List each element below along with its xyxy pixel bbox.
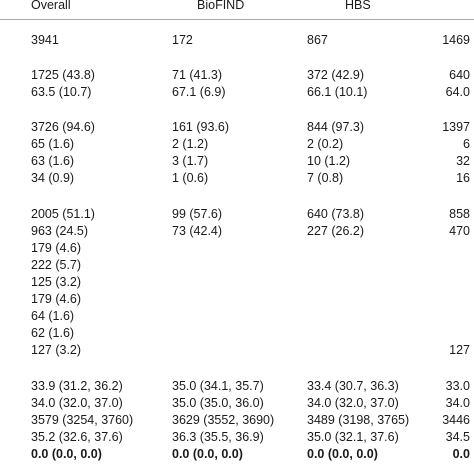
table-cell: 63 (1.6) xyxy=(31,154,75,168)
table-cell: 3726 (94.6) xyxy=(31,120,95,134)
table-row xyxy=(0,240,474,256)
table-cell: 858 xyxy=(449,207,470,221)
table-row xyxy=(0,67,474,83)
table-cell: 1397 xyxy=(442,120,470,134)
table-row xyxy=(0,153,474,169)
table-cell: 372 (42.9) xyxy=(307,68,364,82)
table-cell: 34 (0.9) xyxy=(31,171,75,185)
table-cell: 10 (1.2) xyxy=(307,154,351,168)
table-cell: 2005 (51.1) xyxy=(31,207,95,221)
table-cell: 0.0 (0.0, 0.0) xyxy=(307,447,378,461)
table-header xyxy=(0,0,474,20)
table-cell: 1 (0.6) xyxy=(172,171,209,185)
table-row xyxy=(0,206,474,222)
table-cell: 7 (0.8) xyxy=(307,171,344,185)
table-row xyxy=(0,412,474,428)
table-cell: 35.2 (32.6, 37.6) xyxy=(31,430,123,444)
table-cell: 65 (1.6) xyxy=(31,137,75,151)
table-row xyxy=(0,308,474,324)
table-cell: 3941 xyxy=(31,33,59,47)
table-cell: 33.4 (30.7, 36.3) xyxy=(307,379,399,393)
table-cell: 0.0 (0.0, 0.0) xyxy=(172,447,243,461)
table-row xyxy=(0,223,474,239)
header-hbs: HBS xyxy=(345,0,371,12)
table-cell: 844 (97.3) xyxy=(307,120,364,134)
table-cell: 179 (4.6) xyxy=(31,292,82,306)
table-row xyxy=(0,429,474,445)
table-cell: 172 xyxy=(172,33,193,47)
table-cell: 125 (3.2) xyxy=(31,275,82,289)
table-cell: 963 (24.5) xyxy=(31,224,88,238)
table-cell: 179 (4.6) xyxy=(31,241,82,255)
table-row xyxy=(0,325,474,341)
table-row xyxy=(0,395,474,411)
table-cell: 34.0 xyxy=(445,396,470,410)
table-cell: 36.3 (35.5, 36.9) xyxy=(172,430,264,444)
table-cell: 71 (41.3) xyxy=(172,68,223,82)
table-cell: 33.0 xyxy=(445,379,470,393)
table-cell: 32 xyxy=(456,154,470,168)
table-cell: 867 xyxy=(307,33,328,47)
table-row xyxy=(0,257,474,273)
table-cell: 3489 (3198, 3765) xyxy=(307,413,410,427)
table-cell: 1469 xyxy=(442,33,470,47)
table-row xyxy=(0,342,474,358)
table-row xyxy=(0,378,474,394)
table-cell: 73 (42.4) xyxy=(172,224,223,238)
table-cell: 34.0 (32.0, 37.0) xyxy=(307,396,399,410)
table-cell: 127 (3.2) xyxy=(31,343,82,357)
table-cell: 640 xyxy=(449,68,470,82)
table-cell: 3 (1.7) xyxy=(172,154,209,168)
table-cell: 64.0 xyxy=(445,85,470,99)
table-row xyxy=(0,446,474,462)
table-row xyxy=(0,84,474,100)
table-cell: 35.0 (32.1, 37.6) xyxy=(307,430,399,444)
table-cell: 0.0 xyxy=(452,447,470,461)
table-cell: 34.5 xyxy=(445,430,470,444)
table-cell: 640 (73.8) xyxy=(307,207,364,221)
header-overall: Overall xyxy=(31,0,71,12)
table-cell: 227 (26.2) xyxy=(307,224,364,238)
table-cell: 67.1 (6.9) xyxy=(172,85,226,99)
table-cell: 33.9 (31.2, 36.2) xyxy=(31,379,123,393)
table-cell: 63.5 (10.7) xyxy=(31,85,92,99)
table-cell: 3629 (3552, 3690) xyxy=(172,413,275,427)
table-cell: 64 (1.6) xyxy=(31,309,75,323)
table-cell: 2 (1.2) xyxy=(172,137,209,151)
table-row xyxy=(0,136,474,152)
table-row xyxy=(0,170,474,186)
table-cell: 6 xyxy=(463,137,470,151)
table-cell: 35.0 (35.0, 36.0) xyxy=(172,396,264,410)
table-cell: 62 (1.6) xyxy=(31,326,75,340)
table-cell: 127 xyxy=(449,343,470,357)
table-cell: 470 xyxy=(449,224,470,238)
table-cell: 34.0 (32.0, 37.0) xyxy=(31,396,123,410)
table-row xyxy=(0,291,474,307)
table-row xyxy=(0,119,474,135)
table-cell: 66.1 (10.1) xyxy=(307,85,368,99)
table-cell: 35.0 (34.1, 35.7) xyxy=(172,379,264,393)
table-cell: 0.0 (0.0, 0.0) xyxy=(31,447,102,461)
table-cell: 99 (57.6) xyxy=(172,207,223,221)
table-cell: 16 xyxy=(456,171,470,185)
table-row xyxy=(0,32,474,48)
table-cell: 3579 (3254, 3760) xyxy=(31,413,134,427)
table-cell: 222 (5.7) xyxy=(31,258,82,272)
table-row xyxy=(0,274,474,290)
table-cell: 1725 (43.8) xyxy=(31,68,95,82)
table-cell: 161 (93.6) xyxy=(172,120,229,134)
table-cell: 3446 xyxy=(442,413,470,427)
table-cell: 2 (0.2) xyxy=(307,137,344,151)
header-biofind: BioFIND xyxy=(197,0,245,12)
